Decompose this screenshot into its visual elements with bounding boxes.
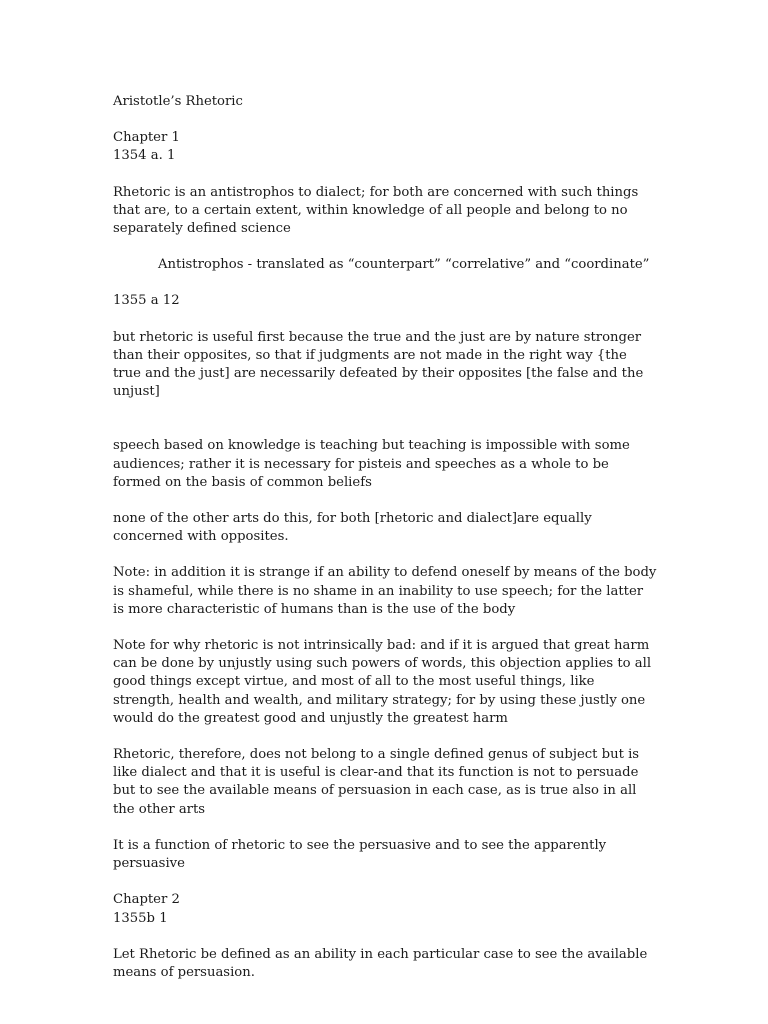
document-title: Aristotle’s Rhetoric [113,94,243,109]
paragraph-useful: but rhetoric is useful first because the true and the just are by nature stronger than their opposites, so that if judgments are not made in the right way {the true and the just] are necessarily defeated by their opposites [the false and the unjust] [113,329,644,400]
chapter-2-heading: Chapter 2 [113,892,180,908]
paragraph-function: It is a function of rhetoric to see the persuasive and to see the apparently persuasive [113,837,607,872]
paragraph-antistrophos: Rhetoric is an antistrophos to dialect; for both are concerned with such things that are, to a certain extent, within knowledge of all people and belong to no separately defined science [113,184,639,237]
paragraph-speech: speech based on knowledge is teaching but teaching is impossible with some audiences; rather it is necessary for pisteis and speeches as a whole to be formed on the basis of common beliefs [113,438,630,490]
reference-1355a12: 1355 a 12 [113,293,180,309]
paragraph-other-arts: none of the other arts do this, for both [rhetoric and dialect]are equally concerned with opposites. [113,511,592,545]
translation-note: Antistrophos - translated as “counterpart” “correlative” and “coordinate” [158,257,650,273]
paragraph-note-body: Note: in addition it is strange if an ability to defend oneself by means of the body is shameful, while there is no shame in an inability to use speech; for the latter is more characteristic of humans than is the use of the body [113,565,657,617]
paragraph-note-not-bad: Note for why rhetoric is not intrinsically bad: and if it is argued that great harm can be done by unjustly using such powers of words, this objection applies to all good things except virtue, and most of all to the most useful things, like strength, health and wealth, and military strategy; for by using these justly one would do the greatest good and unjustly the greatest harm [113,638,652,726]
chapter-1-heading: Chapter 1 [113,130,180,146]
chapter-2-reference: 1355b 1 [113,910,168,926]
document-body [113,93,658,1000]
paragraph-therefore: Rhetoric, therefore, does not belong to a single defined genus of subject but is like dialect and that it is useful is clear-and that its function is not to persuade but to see the available means of persuasion in each case, as is true also in all the other arts [113,747,640,817]
paragraph-definition: Let Rhetoric be defined as an ability in each particular case to see the available means of persuasion. [113,946,648,980]
chapter-1-reference: 1354 a. 1 [113,148,176,164]
